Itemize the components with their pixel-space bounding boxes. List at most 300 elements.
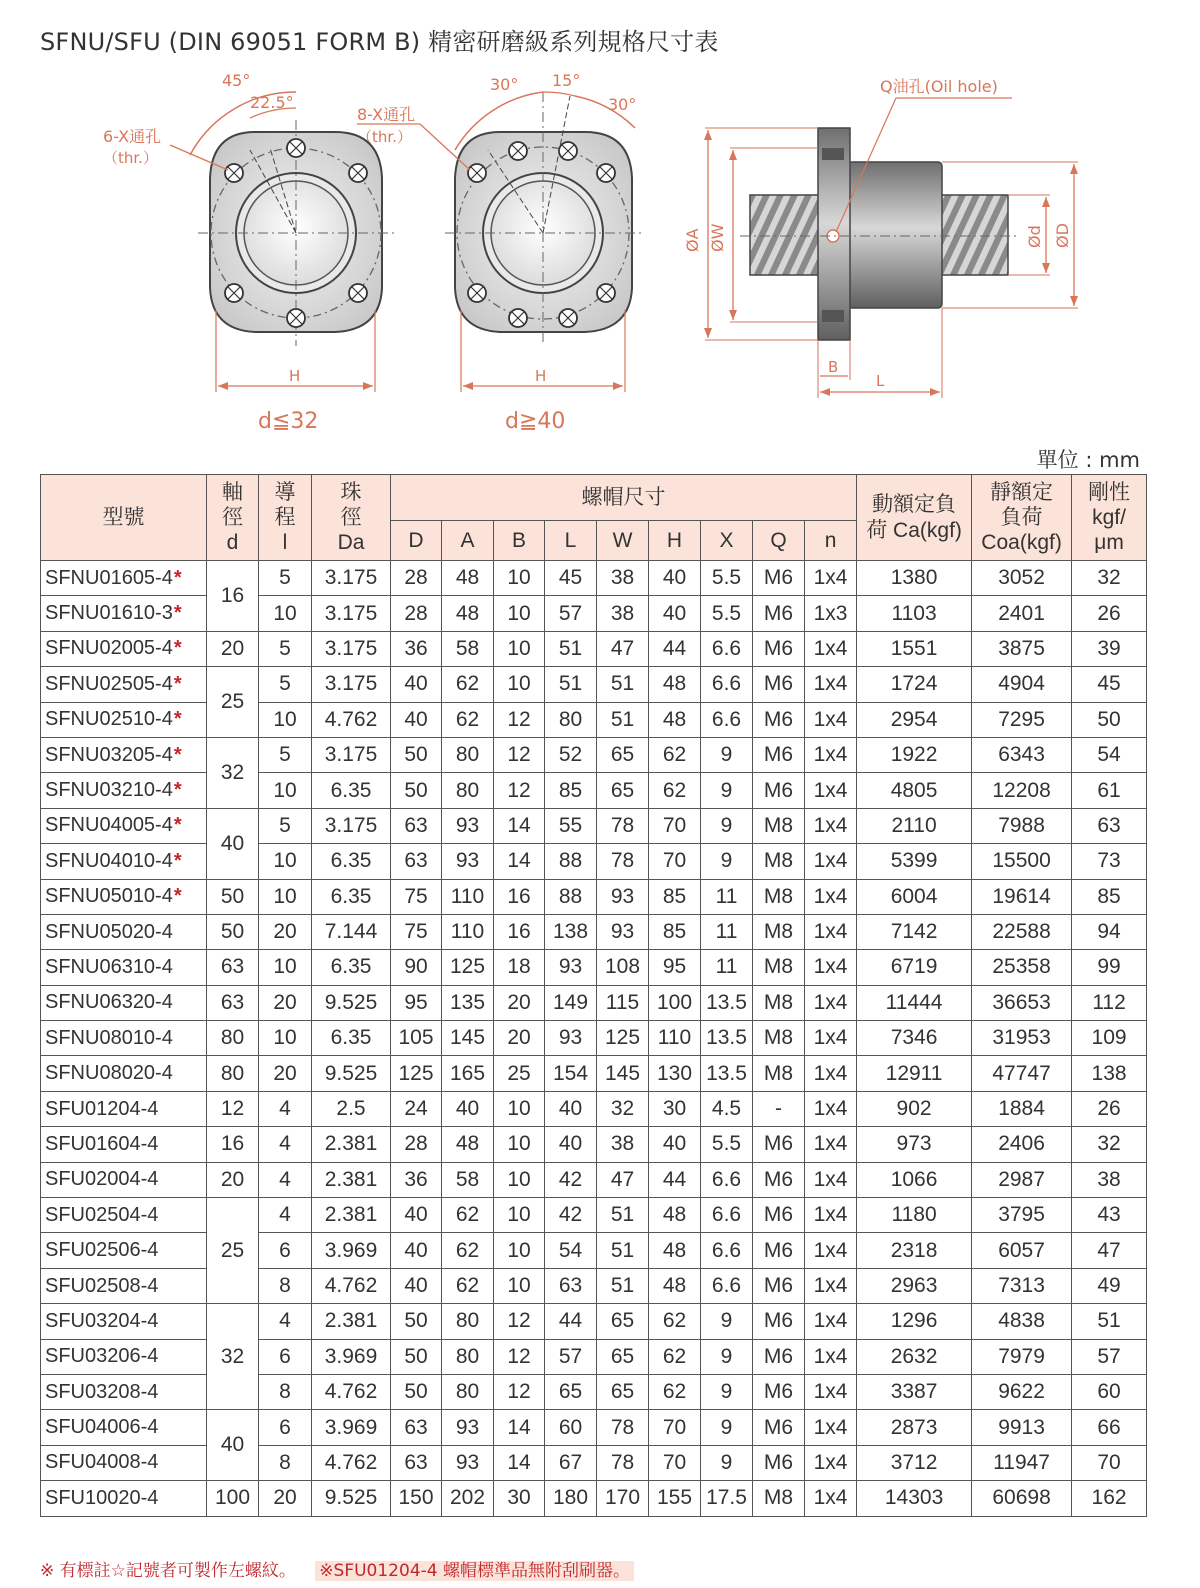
- angle-15-label: 15°: [552, 71, 581, 90]
- shaft-d-cell: 50: [207, 914, 259, 949]
- shaft-d-cell: 25: [207, 667, 259, 738]
- shaft-d-cell: 20: [207, 631, 259, 666]
- cell-k: 47: [1072, 1233, 1147, 1268]
- cell-l: 149: [545, 985, 597, 1020]
- cell-b: 12: [494, 737, 545, 772]
- cell-h: 62: [649, 1374, 701, 1409]
- cell-k: 50: [1072, 702, 1147, 737]
- cell-l: 4: [259, 1091, 312, 1126]
- cell-l: 10: [259, 844, 312, 879]
- cell-n: 1x4: [805, 808, 857, 843]
- col-nut-n: n: [805, 521, 857, 561]
- cell-coa: 12208: [972, 773, 1072, 808]
- cell-x: 6.6: [701, 702, 753, 737]
- cell-ca: 902: [857, 1091, 972, 1126]
- cell-b: 12: [494, 1339, 545, 1374]
- table-row: [41, 702, 1147, 737]
- col-nut-group: 螺帽尺寸: [391, 475, 857, 521]
- cell-a: 135: [442, 985, 494, 1020]
- cell-coa: 19614: [972, 879, 1072, 914]
- cell-b: 10: [494, 1268, 545, 1303]
- cell-h: 110: [649, 1021, 701, 1056]
- cell-ca: 7346: [857, 1021, 972, 1056]
- cell-h: 70: [649, 844, 701, 879]
- page-title: SFNU/SFU (DIN 69051 FORM B) 精密研磨級系列規格尺寸表: [40, 28, 719, 56]
- cell-h: 40: [649, 561, 701, 596]
- cell-h: 40: [649, 1127, 701, 1162]
- cell-w: 115: [597, 985, 649, 1020]
- cell-da: 4.762: [312, 1445, 391, 1480]
- cell-l: 52: [545, 737, 597, 772]
- cell-ca: 1066: [857, 1162, 972, 1197]
- model-cell: [41, 844, 207, 879]
- cell-a: 93: [442, 1410, 494, 1445]
- left-thread-star: *: [173, 849, 182, 872]
- cell-l: 5: [259, 631, 312, 666]
- table-row: [41, 879, 1147, 914]
- table-row: [41, 844, 1147, 879]
- model-name: SFNU06320-4: [45, 991, 173, 1014]
- cell-da: 2.381: [312, 1304, 391, 1339]
- cell-n: 1x4: [805, 667, 857, 702]
- col-nut-d: D: [391, 521, 442, 561]
- cell-x: 17.5: [701, 1481, 753, 1516]
- cell-w: 93: [597, 879, 649, 914]
- col-nut-w: W: [597, 521, 649, 561]
- cell-da: 3.175: [312, 561, 391, 596]
- model-cell: [41, 1021, 207, 1056]
- cell-q: M6: [753, 1304, 805, 1339]
- cell-k: 38: [1072, 1162, 1147, 1197]
- cell-da: 4.762: [312, 702, 391, 737]
- cell-ca: 2318: [857, 1233, 972, 1268]
- cell-da: 3.969: [312, 1233, 391, 1268]
- cell-k: 73: [1072, 844, 1147, 879]
- cell-x: 4.5: [701, 1091, 753, 1126]
- shaft-d-cell: 80: [207, 1021, 259, 1056]
- cell-n: 1x4: [805, 561, 857, 596]
- cell-n: 1x4: [805, 1127, 857, 1162]
- cell-l: 10: [259, 702, 312, 737]
- model-cell: [41, 702, 207, 737]
- model-name: SFU02504-4: [45, 1203, 159, 1226]
- cell-a: 62: [442, 667, 494, 702]
- model-cell: [41, 1127, 207, 1162]
- cell-l: 20: [259, 985, 312, 1020]
- cell-l: 8: [259, 1445, 312, 1480]
- cell-l: 57: [545, 1339, 597, 1374]
- cell-a: 110: [442, 914, 494, 949]
- table-row: [41, 985, 1147, 1020]
- cell-b: 25: [494, 1056, 545, 1091]
- cell-coa: 2401: [972, 596, 1072, 631]
- model-cell: [41, 1481, 207, 1516]
- model-name: SFU03208-4: [45, 1380, 159, 1403]
- table-row: [41, 1304, 1147, 1339]
- cell-a: 145: [442, 1021, 494, 1056]
- cell-coa: 4904: [972, 667, 1072, 702]
- cell-ca: 3387: [857, 1374, 972, 1409]
- table-row: [41, 1021, 1147, 1056]
- cell-coa: 2987: [972, 1162, 1072, 1197]
- model-name: SFU04008-4: [45, 1451, 159, 1474]
- cell-k: 57: [1072, 1339, 1147, 1374]
- cell-w: 51: [597, 702, 649, 737]
- model-name: SFNU01605-4: [45, 566, 173, 589]
- cell-coa: 3052: [972, 561, 1072, 596]
- cell-l: 5: [259, 737, 312, 772]
- cell-q: M6: [753, 1198, 805, 1233]
- cell-coa: 7988: [972, 808, 1072, 843]
- cell-a: 80: [442, 737, 494, 772]
- cell-l: 4: [259, 1304, 312, 1339]
- cell-l: 10: [259, 773, 312, 808]
- cell-l: 20: [259, 1481, 312, 1516]
- cell-n: 1x4: [805, 1374, 857, 1409]
- cell-b: 14: [494, 1445, 545, 1480]
- model-cell: [41, 737, 207, 772]
- cell-w: 51: [597, 667, 649, 702]
- cell-da: 3.969: [312, 1339, 391, 1374]
- cell-coa: 4838: [972, 1304, 1072, 1339]
- table-row: [41, 1162, 1147, 1197]
- cell-b: 10: [494, 1091, 545, 1126]
- table-row: [41, 1481, 1147, 1516]
- cell-n: 1x4: [805, 1233, 857, 1268]
- cell-da: 3.175: [312, 667, 391, 702]
- model-name: SFU01204-4: [45, 1097, 159, 1120]
- cell-ca: 12911: [857, 1056, 972, 1091]
- cell-d: 28: [391, 561, 442, 596]
- model-cell: [41, 1268, 207, 1303]
- cell-coa: 31953: [972, 1021, 1072, 1056]
- cell-q: M8: [753, 985, 805, 1020]
- technical-drawings: [0, 60, 1200, 450]
- cell-n: 1x4: [805, 1339, 857, 1374]
- cell-a: 110: [442, 879, 494, 914]
- model-cell: [41, 1162, 207, 1197]
- model-cell: [41, 1339, 207, 1374]
- cell-x: 11: [701, 914, 753, 949]
- shaft-d-cell: 63: [207, 950, 259, 985]
- cell-q: M8: [753, 844, 805, 879]
- footnotes: [40, 1556, 634, 1581]
- cell-q: M8: [753, 1056, 805, 1091]
- spec-table: [40, 474, 1147, 1517]
- holes-6x-thr: （thr.）: [103, 149, 158, 167]
- cell-l: 4: [259, 1127, 312, 1162]
- cell-ca: 11444: [857, 985, 972, 1020]
- cell-n: 1x4: [805, 950, 857, 985]
- cell-l: 10: [259, 950, 312, 985]
- cell-a: 40: [442, 1091, 494, 1126]
- cell-coa: 47747: [972, 1056, 1072, 1091]
- model-cell: [41, 1374, 207, 1409]
- cell-coa: 1884: [972, 1091, 1072, 1126]
- cell-h: 70: [649, 808, 701, 843]
- cell-coa: 15500: [972, 844, 1072, 879]
- left-thread-star: *: [173, 708, 182, 731]
- cell-l: 154: [545, 1056, 597, 1091]
- cell-ca: 2110: [857, 808, 972, 843]
- cell-w: 38: [597, 1127, 649, 1162]
- col-model: 型號: [41, 475, 207, 561]
- cell-ca: 1103: [857, 596, 972, 631]
- table-row: [41, 667, 1147, 702]
- table-row: [41, 1056, 1147, 1091]
- model-cell: [41, 808, 207, 843]
- table-row: [41, 1091, 1147, 1126]
- cell-l: 55: [545, 808, 597, 843]
- angle-22-label: 22.5°: [250, 93, 294, 112]
- dim-b-label: B: [828, 358, 839, 376]
- model-name: SFNU02510-4: [45, 708, 173, 731]
- cell-da: 3.175: [312, 808, 391, 843]
- cell-d: 50: [391, 737, 442, 772]
- cell-ca: 14303: [857, 1481, 972, 1516]
- cell-h: 130: [649, 1056, 701, 1091]
- cell-x: 6.6: [701, 1162, 753, 1197]
- cell-a: 48: [442, 596, 494, 631]
- cell-x: 6.6: [701, 631, 753, 666]
- cell-l: 80: [545, 702, 597, 737]
- col-dynamic: 動額定負 荷 Ca(kgf): [857, 475, 972, 561]
- cell-b: 10: [494, 561, 545, 596]
- cell-w: 47: [597, 631, 649, 666]
- cell-coa: 3795: [972, 1198, 1072, 1233]
- table-row: [41, 1339, 1147, 1374]
- cell-h: 62: [649, 1339, 701, 1374]
- model-name: SFNU03210-4: [45, 779, 173, 802]
- angle-30b-label: 30°: [608, 95, 637, 114]
- cell-coa: 7979: [972, 1339, 1072, 1374]
- table-row: [41, 1268, 1147, 1303]
- model-cell: [41, 1233, 207, 1268]
- cell-k: 43: [1072, 1198, 1147, 1233]
- cell-q: M8: [753, 1021, 805, 1056]
- nut-side-view: [683, 77, 1078, 398]
- cell-x: 9: [701, 1445, 753, 1480]
- model-cell: [41, 631, 207, 666]
- cell-a: 93: [442, 808, 494, 843]
- shaft-d-cell: 40: [207, 1410, 259, 1481]
- shaft-d-cell: 32: [207, 1304, 259, 1410]
- cell-b: 10: [494, 596, 545, 631]
- col-nut-q: Q: [753, 521, 805, 561]
- model-name: SFNU01610-3: [45, 602, 173, 625]
- cell-l: 20: [259, 914, 312, 949]
- col-lead: 導 程 l: [259, 475, 312, 561]
- cell-da: 3.969: [312, 1410, 391, 1445]
- cell-q: M8: [753, 914, 805, 949]
- cell-d: 90: [391, 950, 442, 985]
- cell-l: 51: [545, 631, 597, 666]
- cell-q: M8: [753, 808, 805, 843]
- cell-d: 50: [391, 1304, 442, 1339]
- cell-ca: 1296: [857, 1304, 972, 1339]
- cell-ca: 973: [857, 1127, 972, 1162]
- cell-k: 112: [1072, 985, 1147, 1020]
- holes-6x-label: 6-X通孔: [103, 127, 162, 146]
- cell-l: 88: [545, 879, 597, 914]
- cell-da: 6.35: [312, 879, 391, 914]
- cell-h: 85: [649, 879, 701, 914]
- cell-d: 125: [391, 1056, 442, 1091]
- cell-d: 40: [391, 1233, 442, 1268]
- model-cell: [41, 1445, 207, 1480]
- cell-b: 10: [494, 1198, 545, 1233]
- cell-k: 54: [1072, 737, 1147, 772]
- cell-h: 30: [649, 1091, 701, 1126]
- cell-x: 5.5: [701, 1127, 753, 1162]
- model-name: SFU04006-4: [45, 1416, 159, 1439]
- cell-w: 47: [597, 1162, 649, 1197]
- cell-k: 94: [1072, 914, 1147, 949]
- cell-ca: 1922: [857, 737, 972, 772]
- cell-x: 9: [701, 1374, 753, 1409]
- cell-x: 9: [701, 1339, 753, 1374]
- cell-q: M6: [753, 1445, 805, 1480]
- cell-n: 1x4: [805, 631, 857, 666]
- model-name: SFU02004-4: [45, 1168, 159, 1191]
- cell-x: 13.5: [701, 985, 753, 1020]
- cell-k: 61: [1072, 773, 1147, 808]
- cell-k: 49: [1072, 1268, 1147, 1303]
- cell-l: 6: [259, 1339, 312, 1374]
- cell-da: 6.35: [312, 773, 391, 808]
- cell-d: 95: [391, 985, 442, 1020]
- cell-a: 93: [442, 844, 494, 879]
- cell-da: 6.35: [312, 950, 391, 985]
- cell-n: 1x4: [805, 914, 857, 949]
- angle-45-label: 45°: [222, 71, 251, 90]
- table-row: [41, 773, 1147, 808]
- cell-w: 145: [597, 1056, 649, 1091]
- flange-drawing-large: [357, 71, 645, 434]
- cell-q: M6: [753, 1127, 805, 1162]
- cell-n: 1x4: [805, 773, 857, 808]
- cell-d: 40: [391, 1268, 442, 1303]
- footnote-left-thread: ※ 有標註☆記號者可製作左螺紋。: [40, 1561, 296, 1581]
- cell-x: 9: [701, 737, 753, 772]
- cell-l: 40: [545, 1127, 597, 1162]
- table-header: [41, 475, 1147, 561]
- model-cell: [41, 879, 207, 914]
- model-name: SFNU05020-4: [45, 920, 173, 943]
- cell-d: 24: [391, 1091, 442, 1126]
- model-cell: [41, 1198, 207, 1233]
- table-row: [41, 1198, 1147, 1233]
- cell-w: 51: [597, 1233, 649, 1268]
- flange-drawing-small: [103, 71, 396, 434]
- cell-x: 9: [701, 773, 753, 808]
- h-dim-label-small: H: [289, 367, 301, 385]
- cell-k: 32: [1072, 1127, 1147, 1162]
- table-row: [41, 737, 1147, 772]
- model-name: SFNU03205-4: [45, 743, 173, 766]
- cell-d: 28: [391, 596, 442, 631]
- table-row: [41, 561, 1147, 596]
- cell-h: 44: [649, 1162, 701, 1197]
- cell-h: 95: [649, 950, 701, 985]
- cell-q: M8: [753, 879, 805, 914]
- cell-h: 85: [649, 914, 701, 949]
- cell-q: M6: [753, 631, 805, 666]
- cell-a: 62: [442, 1198, 494, 1233]
- shaft-d-cell: 20: [207, 1162, 259, 1197]
- cell-ca: 1380: [857, 561, 972, 596]
- cell-l: 57: [545, 596, 597, 631]
- left-thread-star: *: [173, 779, 182, 802]
- shaft-d-cell: 32: [207, 737, 259, 808]
- cell-d: 28: [391, 1127, 442, 1162]
- model-cell: [41, 1091, 207, 1126]
- cell-d: 63: [391, 844, 442, 879]
- cell-n: 1x4: [805, 1021, 857, 1056]
- cell-q: M6: [753, 1374, 805, 1409]
- shaft-d-cell: 12: [207, 1091, 259, 1126]
- cell-l: 4: [259, 1162, 312, 1197]
- col-nut-b: B: [494, 521, 545, 561]
- cell-x: 6.6: [701, 1268, 753, 1303]
- cell-q: M6: [753, 667, 805, 702]
- cell-k: 26: [1072, 1091, 1147, 1126]
- cell-w: 78: [597, 808, 649, 843]
- cell-d: 40: [391, 1198, 442, 1233]
- cell-l: 54: [545, 1233, 597, 1268]
- cell-l: 8: [259, 1268, 312, 1303]
- cell-coa: 7295: [972, 702, 1072, 737]
- cell-a: 62: [442, 702, 494, 737]
- cell-b: 10: [494, 1162, 545, 1197]
- table-row: [41, 1233, 1147, 1268]
- cell-n: 1x4: [805, 985, 857, 1020]
- cell-x: 13.5: [701, 1021, 753, 1056]
- cell-a: 48: [442, 561, 494, 596]
- cell-l: 10: [259, 879, 312, 914]
- left-thread-star: *: [173, 814, 182, 837]
- cell-d: 36: [391, 631, 442, 666]
- model-cell: [41, 950, 207, 985]
- cell-ca: 7142: [857, 914, 972, 949]
- cell-da: 9.525: [312, 1481, 391, 1516]
- cell-n: 1x4: [805, 879, 857, 914]
- model-name: SFNU04005-4: [45, 814, 173, 837]
- cell-k: 109: [1072, 1021, 1147, 1056]
- cell-l: 8: [259, 1374, 312, 1409]
- holes-8x-label: 8-X通孔: [357, 105, 416, 124]
- model-cell: [41, 1410, 207, 1445]
- cell-ca: 2873: [857, 1410, 972, 1445]
- cell-da: 6.35: [312, 1021, 391, 1056]
- cell-da: 2.5: [312, 1091, 391, 1126]
- cell-da: 2.381: [312, 1162, 391, 1197]
- cell-l: 65: [545, 1374, 597, 1409]
- cell-ca: 2632: [857, 1339, 972, 1374]
- cell-d: 63: [391, 808, 442, 843]
- oil-hole-label: Q油孔(Oil hole): [880, 77, 998, 96]
- cell-h: 44: [649, 631, 701, 666]
- dim-w-label: ØW: [708, 223, 727, 252]
- cell-l: 10: [259, 596, 312, 631]
- shaft-d-cell: 16: [207, 561, 259, 632]
- model-name: SFU02508-4: [45, 1274, 159, 1297]
- model-name: SFU02506-4: [45, 1239, 159, 1262]
- cell-w: 65: [597, 737, 649, 772]
- caption-d-small: d≦32: [258, 409, 319, 434]
- cell-ca: 3712: [857, 1445, 972, 1480]
- cell-h: 70: [649, 1445, 701, 1480]
